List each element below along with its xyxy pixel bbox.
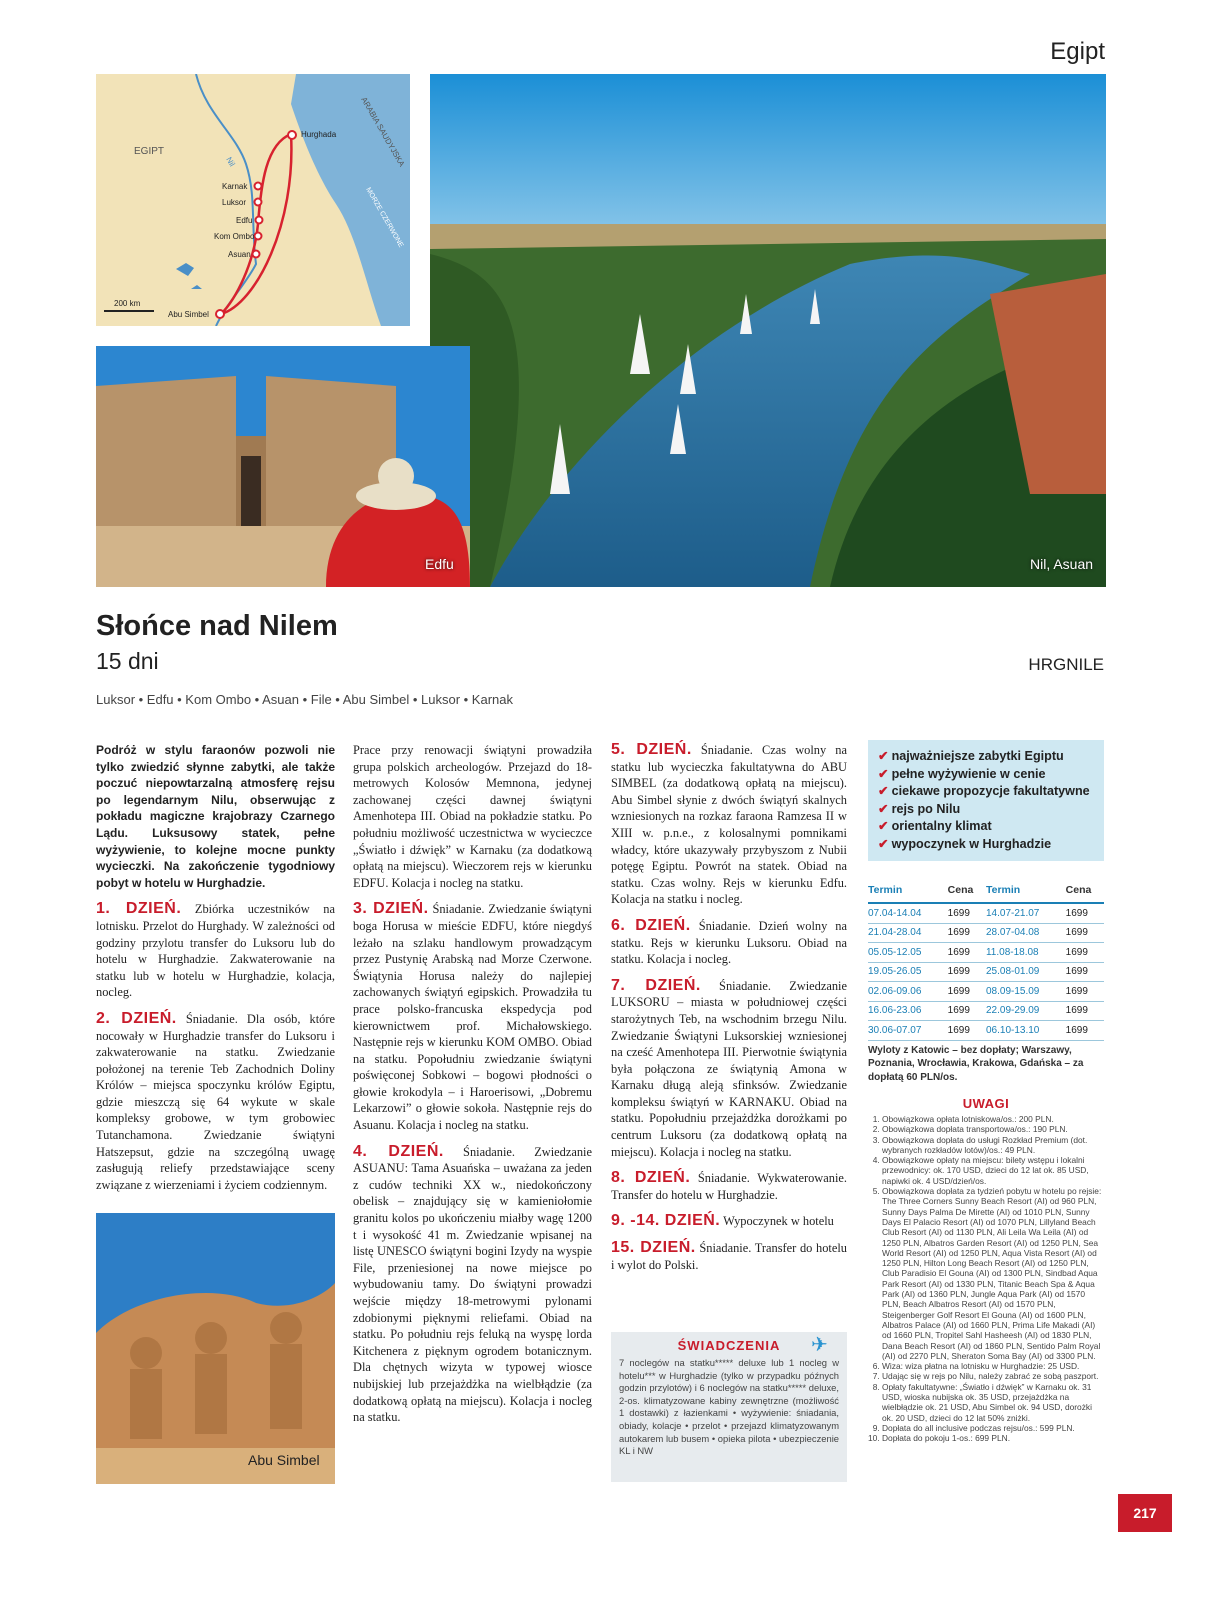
day-text: Śniadanie. Dla osób, które nocowały w Hurghadzie transfer do Luksoru i zakwaterowanie na statku. Zwiedzanie położonej na terenie Teb Zachodnich Doliny Królów – miejsca spoczynku królów Egiptu, gdzie mieszczą się 64 wykute w skale kompleksy grobowe, w tym grobowiec Tutanchamona. Zwiedzanie świątyni Hatszepsut, gdzie na szczególną uwagę zasługują reliefy przedstawiające sceny związane z wierzeniami i życiem codziennym. <box>96 1011 335 1192</box>
map-label-country: EGIPT <box>134 146 165 157</box>
map-place-label: Karnak <box>222 182 248 191</box>
day-label: 3. DZIEŃ. <box>353 900 429 918</box>
column-3 <box>611 742 847 1283</box>
day-text: Śniadanie. Czas wolny na statku lub wycieczka fakultatywna do ABU SIMBEL (za dodatkową opłatą na miejscu). Abu Simbel słynie z dwóch świątyń skalnych wzniesionych na rozkaz faraona Ramzesa II w XIII w. p.n.e., z kolosalnymi pomnikami władcy, które ukazywały przybyszom z Nubii potęgę Egiptu. Powrót na statek. Obiad na statku. Czas wolny. Rejs w kierunku Edfu. Kolacja na statku i nocleg. <box>611 743 847 907</box>
swiadczenia-text: 7 noclegów na statku***** deluxe lub 1 nocleg w hotelu*** w Hurghadzie (tylko w przypadku późnych godzin przylotów) i 6 noclegów na statku***** deluxe, 2-os. klimatyzowane kabiny zewnętrzne (możliwość 1 dostawki) z łazienkami • wyżywienie: śniadania, obiady, kolacje • przelot • przejazd klimatyzowanym autokarem lub busem • opieka pilota • ubezpieczenie KL i NW <box>619 1357 839 1457</box>
table-row: 07.04-14.04 1699 14.07-21.07 1699 <box>868 903 1104 923</box>
highlight-item: ✔ orientalny klimat <box>878 819 992 834</box>
uwagi-item: 3. Obowiązkowa dopłata do usługi Rozkład Premium (dot. wybranych rozkładów lotów)/os.: 49 PLN. <box>882 1135 1104 1156</box>
day-label: 1. DZIEŃ. <box>96 900 182 918</box>
day-label: 2. DZIEŃ. <box>96 1009 177 1027</box>
day-label: 4. DZIEŃ. <box>353 1142 444 1160</box>
plane-icon: ✈ <box>811 1334 828 1356</box>
column-2 <box>353 742 592 1436</box>
highlight-item: ✔ wypoczynek w Hurghadzie <box>878 836 1052 851</box>
check-icon: ✔ <box>878 766 889 781</box>
trip-duration: 15 dni <box>96 648 159 674</box>
day-6 <box>611 918 847 968</box>
map-label-sea: MORZE CZERWONE <box>364 186 405 249</box>
map-dot-luksor <box>255 199 262 206</box>
day-text: Wypoczynek w hotelu <box>723 1214 834 1229</box>
uwagi-item: 6. Wiza: wiza płatna na lotnisku w Hurghadzie: 25 USD. <box>882 1361 1104 1371</box>
uwagi-title: UWAGI <box>962 1096 1010 1111</box>
photo-edfu <box>96 346 470 587</box>
trip-route: Luksor • Edfu • Kom Ombo • Asuan • File • Abu Simbel • Luksor • Karnak <box>96 692 513 707</box>
route-map <box>96 74 410 326</box>
price-note: Wyloty z Katowic – bez dopłaty; Warszawy, Poznania, Wrocławia, Krakowa, Gdańska – za dopłatą 60 PLN/os. <box>868 1045 1084 1083</box>
map-place-label: Abu Simbel <box>168 310 209 319</box>
check-icon: ✔ <box>878 836 889 851</box>
photo-nile-asuan <box>430 74 1106 587</box>
uwagi-item: 5. Obowiązkowa dopłata za tydzień pobytu w hotelu po rejsie: The Three Corners Sunny Beach Resort (AI) od 960 PLN, Sunny Days Palma De Mirette (AI) od 1010 PLN, Sunny Days El Palacio Resort (AI) od 1070 PLN, Lillyland Beach Club Resort (AI) od 1130 PLN, Ali Leila Wa Leila (AI) od 1250 PLN, Albatros Garden Resort (AI) od 1250 PLN, Sea World Resort (AI) od 1250 PLN, Aqua Vista Resort (AI) od 1250 PLN, Hilton Long Beach Resort (AI) od 1250 PLN, Club Paradisio El Gouna (AI) od 1300 PLN, Sindbad Aqua Park Resort (AI) od 1330 PLN, Titanic Beach Spa & Aqua Park (AI) od 1360 PLN, Jungle Aqua Park (AI) od 1570 PLN, Beach Albatros Resort (AI) od 1570 PLN, Steigenberger Golf Resort El Gouna (AI) od 1600 PLN, Albatros Palace (AI) od 1660 PLN, Prima Life Makadi (AI) od 1660 PLN, Tropitel Sahl Hasheesh (AI) od 1830 PLN, Dana Beach Resort (AI) od 1860 PLN, Sentido Palm Royal (AI) od 2270 PLN, Sheraton Soma Bay (AI) od 3300 PLN. <box>882 1186 1104 1361</box>
uwagi-item: 2. Obowiązkowa dopłata transportowa/os.: 190 PLN. <box>882 1124 1104 1134</box>
section-title: Egipt <box>1050 38 1105 65</box>
day-text: Śniadanie. Dzień wolny na statku. Rejs w kierunku Luksoru. Obiad na statku. Kolacja i nocleg. <box>611 918 847 967</box>
day-text: Śniadanie. Zwiedzanie LUKSORU – miasta w południowej części starożytnych Teb, na wschodnim brzegu Nilu. Zwiedzanie Świątyni Luksorskiej wzniesionej na cześć Amenhotepa III. Pierwotnie świątynia była połączona ze świątynią Amona w Karnaku długą aleją sfinksów. Zwiedzanie kompleksu świątyń w KARNAKU. Obiad na statku. Popołudniu przejażdżka dorożkami po centrum Luksoru (za dodatkową opłatą na miejscu). Kolacja i nocleg na statku. <box>611 978 847 1159</box>
day-2-continued: Prace przy renowacji świątyni prowadziła grupa polskich archeologów. Przejazd do 18-metrowych Kolosów Memnona, jedynej zachowanej części dawnej świątyni Amenhotepa III. Obiad na pokładzie statku. Po południu możliwość uczestnictwa w wycieczce „Światło i dźwięk” w Karnaku (za dodatkową opłatą na miejscu). Wieczorem rejs w kierunku EDFU. Kolacja i nocleg na statku. <box>353 743 592 890</box>
swiadczenia-box <box>611 1332 847 1482</box>
trip-title: Słońce nad Nilem <box>96 610 338 642</box>
map-scale-label: 200 km <box>114 299 141 308</box>
uwagi-item: 9. Dopłata do all inclusive podczas rejsu/os.: 599 PLN. <box>882 1423 1104 1433</box>
swiadczenia-title: ŚWIADCZENIA <box>677 1338 781 1353</box>
day-label: 7. DZIEŃ. <box>611 976 701 994</box>
caption-abu-simbel: Abu Simbel <box>248 1452 320 1468</box>
uwagi-item: 4. Obowiązkowe opłaty na miejscu: bilety wstępu i lokalni przewodnicy: ok. 170 USD, dzieci do 12 lat ok. 85 USD, napiwki ok. 4 USD/dzień/os. <box>882 1155 1104 1186</box>
day-text: Zbiórka uczestników na lotnisku. Przelot do Hurghady. W zależności od godziny przylotu transfer do Luksoru lub do hotelu w Hurghadzie. Zakwaterowanie na statku lub w hotelu w Hurghadzie, kolacja, nocleg. <box>96 902 335 1000</box>
highlight-item: ✔ ciekawe propozycje fakultatywne <box>878 784 1090 799</box>
check-icon: ✔ <box>878 801 889 816</box>
photo-abu-simbel-svg <box>96 1213 335 1484</box>
uwagi-list <box>868 1114 1104 1444</box>
table-row: 02.06-09.06 1699 08.09-15.09 1699 <box>868 982 1104 1002</box>
uwagi-item: 7. Udając się w rejs po Nilu, należy zabrać ze sobą paszport. <box>882 1371 1104 1381</box>
lake-shape <box>176 263 202 289</box>
day-8 <box>611 1170 847 1203</box>
intro-text: Podróż w stylu faraonów pozwoli nie tylko zwiedzić słynne zabytki, ale także poczuć niepowtarzalną atmosferę rejsu po legendarnym Nilu, obserwując z pokładu magiczne krajobrazy Czarnego Lądu. Luksusowy statek, pełne wyżywienie, to kolejne mocne punkty wycieczki. Na zakończenie tygodniowy pobyt w hotelu w Hurghadzie. <box>96 743 335 890</box>
table-row: 30.06-07.07 1699 06.10-13.10 1699 <box>868 1021 1104 1041</box>
check-icon: ✔ <box>878 749 889 763</box>
highlight-item: ✔ rejs po Nilu <box>878 801 961 816</box>
day-15 <box>611 1240 847 1273</box>
table-row: 05.05-12.05 1699 11.08-18.08 1699 <box>868 943 1104 963</box>
highlight-item: ✔ najważniejsze zabytki Egiptu <box>878 749 1064 763</box>
table-row: 21.04-28.04 1699 28.07-04.08 1699 <box>868 923 1104 943</box>
day-1 <box>96 901 335 1001</box>
map-place-label: Luksor <box>222 198 247 207</box>
day-7 <box>611 978 847 1161</box>
uwagi-item: 1. Obowiązkowa opłata lotniskowa/os.: 200 PLN. <box>882 1114 1104 1124</box>
col-header: Termin <box>868 880 948 903</box>
price-table <box>868 880 1104 1041</box>
day-label: 8. DZIEŃ. <box>611 1169 691 1187</box>
day-5 <box>611 742 847 908</box>
day-3 <box>353 901 592 1133</box>
map-place-label: Asuan <box>228 250 251 259</box>
col-header: Cena <box>1066 880 1104 903</box>
map-dot-karnak <box>255 183 262 190</box>
day-label: 5. DZIEŃ. <box>611 741 692 758</box>
col-header: Cena <box>948 880 986 903</box>
caption-nile: Nil, Asuan <box>1030 556 1094 572</box>
day-text: Śniadanie. Zwiedzanie ASUANU: Tama Asuańska – uważana za jeden z cudów techniki XX w., niedokończony obelisk – znajdujący się w kamieniołomie granitu kolos po ukończeniu miałby wagę 1200 t i wysokość 41 m. Zwiedzanie wpisanej na listę UNESCO świątyni bogini Izydy na wyspie File, przeniesionej na nowe miejsce po wybudowaniu tamy. Do świątyni prowadzi wejście między 18-metrowymi pylonami zdobionymi pięknymi reliefami. Obiad na statku. Po południu rejs feluką na wyspę lorda Kitchenera z pięknym ogrodem botanicznym. Dla chętnych wizyta w typowej wiosce nubijskiej lub przejażdżka na wielbłądzie (za dodatkową opłatą na miejscu). Kolacja i nocleg na statku. <box>353 1144 592 1425</box>
red-sea-shape <box>291 74 410 326</box>
day-4 <box>353 1144 592 1426</box>
highlights-box <box>868 740 1104 861</box>
map-label-arabia: ARABIA SAUDYJSKA <box>359 95 407 169</box>
day-text: Śniadanie. Wykwaterowanie. Transfer do hotelu w Hurghadzie. <box>611 1171 847 1202</box>
map-dot-hurghada <box>288 131 296 139</box>
map-dot-kom-ombo <box>255 233 262 240</box>
map-dot-abu-simbel <box>216 310 224 318</box>
photo-edfu-svg <box>96 346 470 587</box>
column-1 <box>96 742 335 1203</box>
day-text: Śniadanie. Transfer do hotelu i wylot do Polski. <box>611 1241 847 1272</box>
day-label: 6. DZIEŃ. <box>611 916 691 934</box>
check-icon: ✔ <box>878 819 889 834</box>
trip-code: HRGNILE <box>1028 655 1104 674</box>
map-place-label: Kom Ombo <box>214 232 255 241</box>
map-dot-asuan <box>253 251 260 258</box>
price-table-header <box>868 880 1104 903</box>
col-header: Termin <box>986 880 1066 903</box>
uwagi-item: 10. Dopłata do pokoju 1-os.: 699 PLN. <box>882 1433 1104 1443</box>
caption-edfu: Edfu <box>425 556 454 572</box>
day-text: Śniadanie. Zwiedzanie świątyni boga Horusa w mieście EDFU, które niegdyś leżało na szlaku handlowym prowadzącym przez Pustynię Arabską nad Morze Czerwone. Świątynia Horusa należy do najlepiej zachowanych świątyń egipskich. Prowadziła tu prace polsko-francuska ekspedycja pod kierownictwem prof. Michałowskiego. Następnie rejs w kierunku KOM OMBO. Obiad na statku. Popołudniu zwiedzanie świątyni poświęconej Sobkowi – bogowi płodności o głowie krokodyla – i Haroerisowi, „Dobremu Lekarzowi” o głowie sokoła. Następnie rejs do Asuanu. Kolacja i nocleg na statku. <box>353 902 592 1133</box>
map-place-label: Hurghada <box>301 130 337 139</box>
photo-nile-svg <box>430 74 1106 587</box>
table-row: 19.05-26.05 1699 25.08-01.09 1699 <box>868 962 1104 982</box>
map-label-river: Nil <box>224 155 237 169</box>
check-icon: ✔ <box>878 784 889 799</box>
day-label: 9. -14. DZIEŃ. <box>611 1212 721 1230</box>
page-number: 217 <box>1118 1494 1172 1532</box>
highlight-item: ✔ pełne wyżywienie w cenie <box>878 766 1046 781</box>
photo-abu-simbel <box>96 1213 335 1484</box>
day-9-14 <box>611 1213 847 1230</box>
map-svg <box>96 74 410 326</box>
day-2 <box>96 1011 335 1194</box>
map-place-label: Edfu <box>236 216 253 225</box>
day-label: 15. DZIEŃ. <box>611 1239 696 1257</box>
map-dot-edfu <box>256 217 263 224</box>
table-row: 16.06-23.06 1699 22.09-29.09 1699 <box>868 1001 1104 1021</box>
uwagi-item: 8. Opłaty fakultatywne: „Światło i dźwięk” w Karnaku ok. 31 USD, wioska nubijska ok. 35 USD, przejażdżka na wielbłądzie ok. 21 USD, Abu Simbel ok. 94 USD, dorożki ok. 20 USD, dzieci do 12 lat 50% zniżki. <box>882 1382 1104 1423</box>
